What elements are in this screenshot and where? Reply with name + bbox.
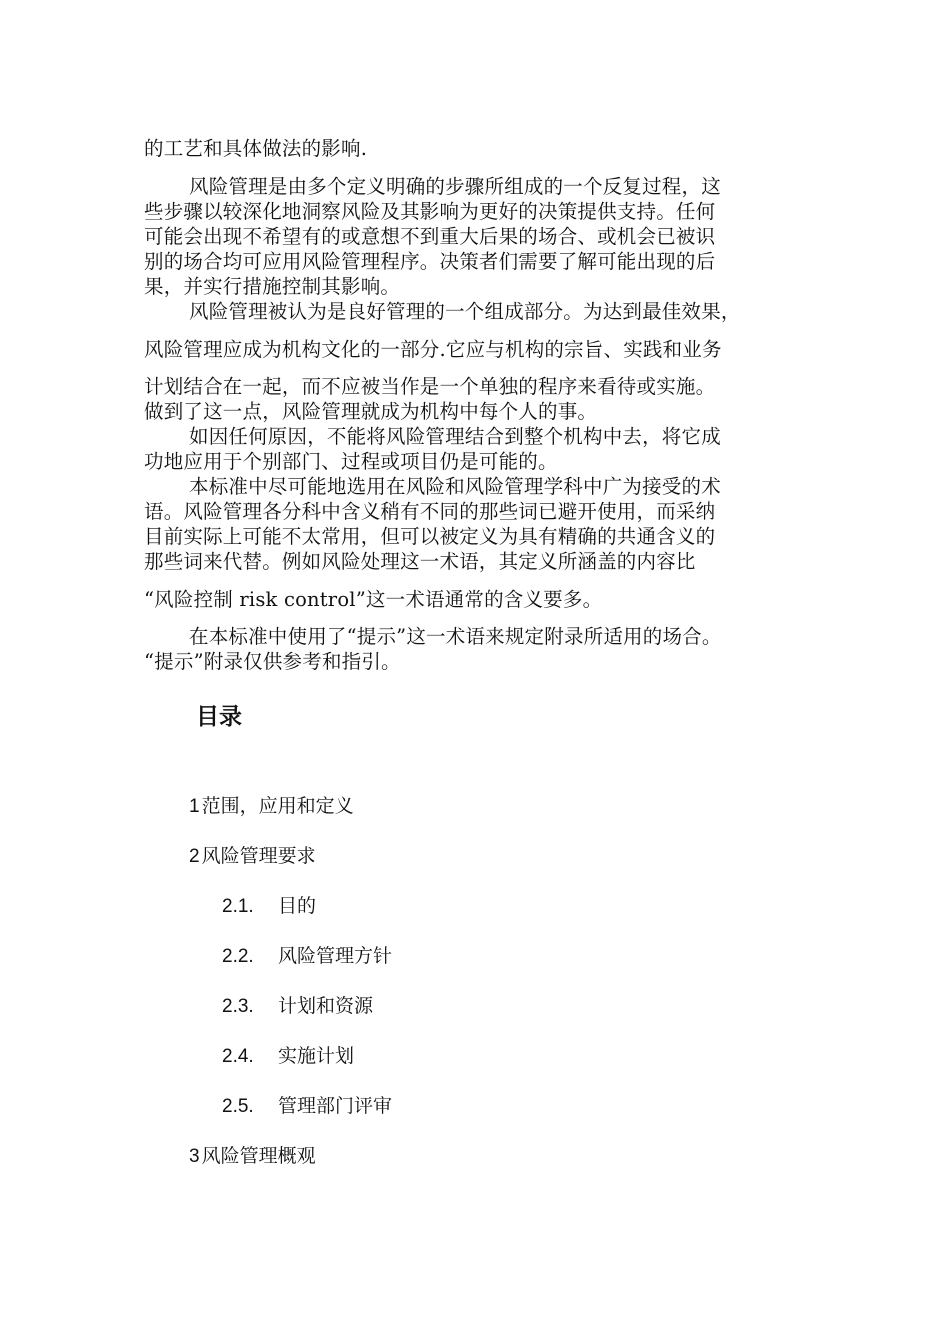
toc-item-number: 1 (189, 796, 200, 817)
text-line: 可能会出现不希望有的或意想不到重大后果的场合、或机会已被识 (144, 225, 716, 248)
toc-item[interactable] (189, 843, 316, 870)
toc-item-number: 2.4. (222, 1046, 254, 1067)
toc-item-label: 范围，应用和定义 (201, 795, 354, 817)
toc-item-label: 目的 (278, 895, 317, 917)
text-line: 如因任何原因，不能将风险管理结合到整个机构中去，将它成 (189, 425, 721, 448)
toc-item-label: 风险管理概观 (201, 1145, 316, 1167)
toc-item-number: 2.1. (222, 896, 254, 917)
toc-subitem[interactable] (222, 993, 373, 1020)
text-line: “风险控制 risk control”这一术语通常的含义要多。 (144, 588, 603, 611)
toc-item-label: 风险管理方针 (278, 945, 393, 967)
toc-item-label: 管理部门评审 (278, 1095, 393, 1117)
text-line: 风险管理应成为机构文化的一部分.它应与机构的宗旨、实践和业务 (144, 338, 722, 361)
toc-item-label: 实施计划 (278, 1045, 355, 1067)
text-line: 风险管理被认为是良好管理的一个组成部分。为达到最佳效果， (189, 300, 741, 323)
toc-item-number: 2.3. (222, 996, 254, 1017)
text-line: 那些词来代替。例如风险处理这一术语，其定义所涵盖的内容比 (144, 550, 696, 573)
toc-subitem[interactable] (222, 1043, 354, 1070)
toc-item[interactable] (189, 793, 354, 820)
text-line: 计划结合在一起，而不应被当作是一个单独的程序来看待或实施。 (144, 375, 716, 398)
text-line: “提示”附录仅供参考和指引。 (144, 650, 401, 673)
toc-item-number: 2 (189, 846, 200, 867)
toc-subitem[interactable] (222, 893, 316, 920)
text-line: 果，并实行措施控制其影响。 (144, 275, 401, 298)
toc-item-number: 2.2. (222, 946, 254, 967)
toc-item[interactable] (189, 1143, 316, 1170)
text-line: 功地应用于个别部门、过程或项目仍是可能的。 (144, 450, 558, 473)
text-line: 目前实际上可能不太常用，但可以被定义为具有精确的共通含义的 (144, 525, 716, 548)
text-line: 在本标准中使用了“提示”这一术语来规定附录所适用的场合。 (189, 625, 722, 648)
toc-title: 目录 (196, 704, 242, 730)
toc-item-number: 3 (189, 1146, 200, 1167)
toc-item-label: 计划和资源 (278, 995, 374, 1017)
toc-subitem[interactable] (222, 943, 392, 970)
toc-subitem[interactable] (222, 1093, 392, 1120)
text-line: 语。风险管理各分科中含义稍有不同的那些词已避开使用，而采纳 (144, 500, 716, 523)
text-line: 别的场合均可应用风险管理程序。决策者们需要了解可能出现的后 (144, 250, 716, 273)
text-line: 的工艺和具体做法的影响. (144, 137, 368, 160)
toc-item-number: 2.5. (222, 1096, 254, 1117)
text-line: 些步骤以较深化地洞察风险及其影响为更好的决策提供支持。任何 (144, 200, 716, 223)
text-line: 做到了这一点，风险管理就成为机构中每个人的事。 (144, 400, 598, 423)
toc-item-label: 风险管理要求 (201, 845, 316, 867)
text-line: 本标准中尽可能地选用在风险和风险管理学科中广为接受的术 (189, 475, 721, 498)
text-line: 风险管理是由多个定义明确的步骤所组成的一个反复过程，这 (189, 175, 721, 198)
